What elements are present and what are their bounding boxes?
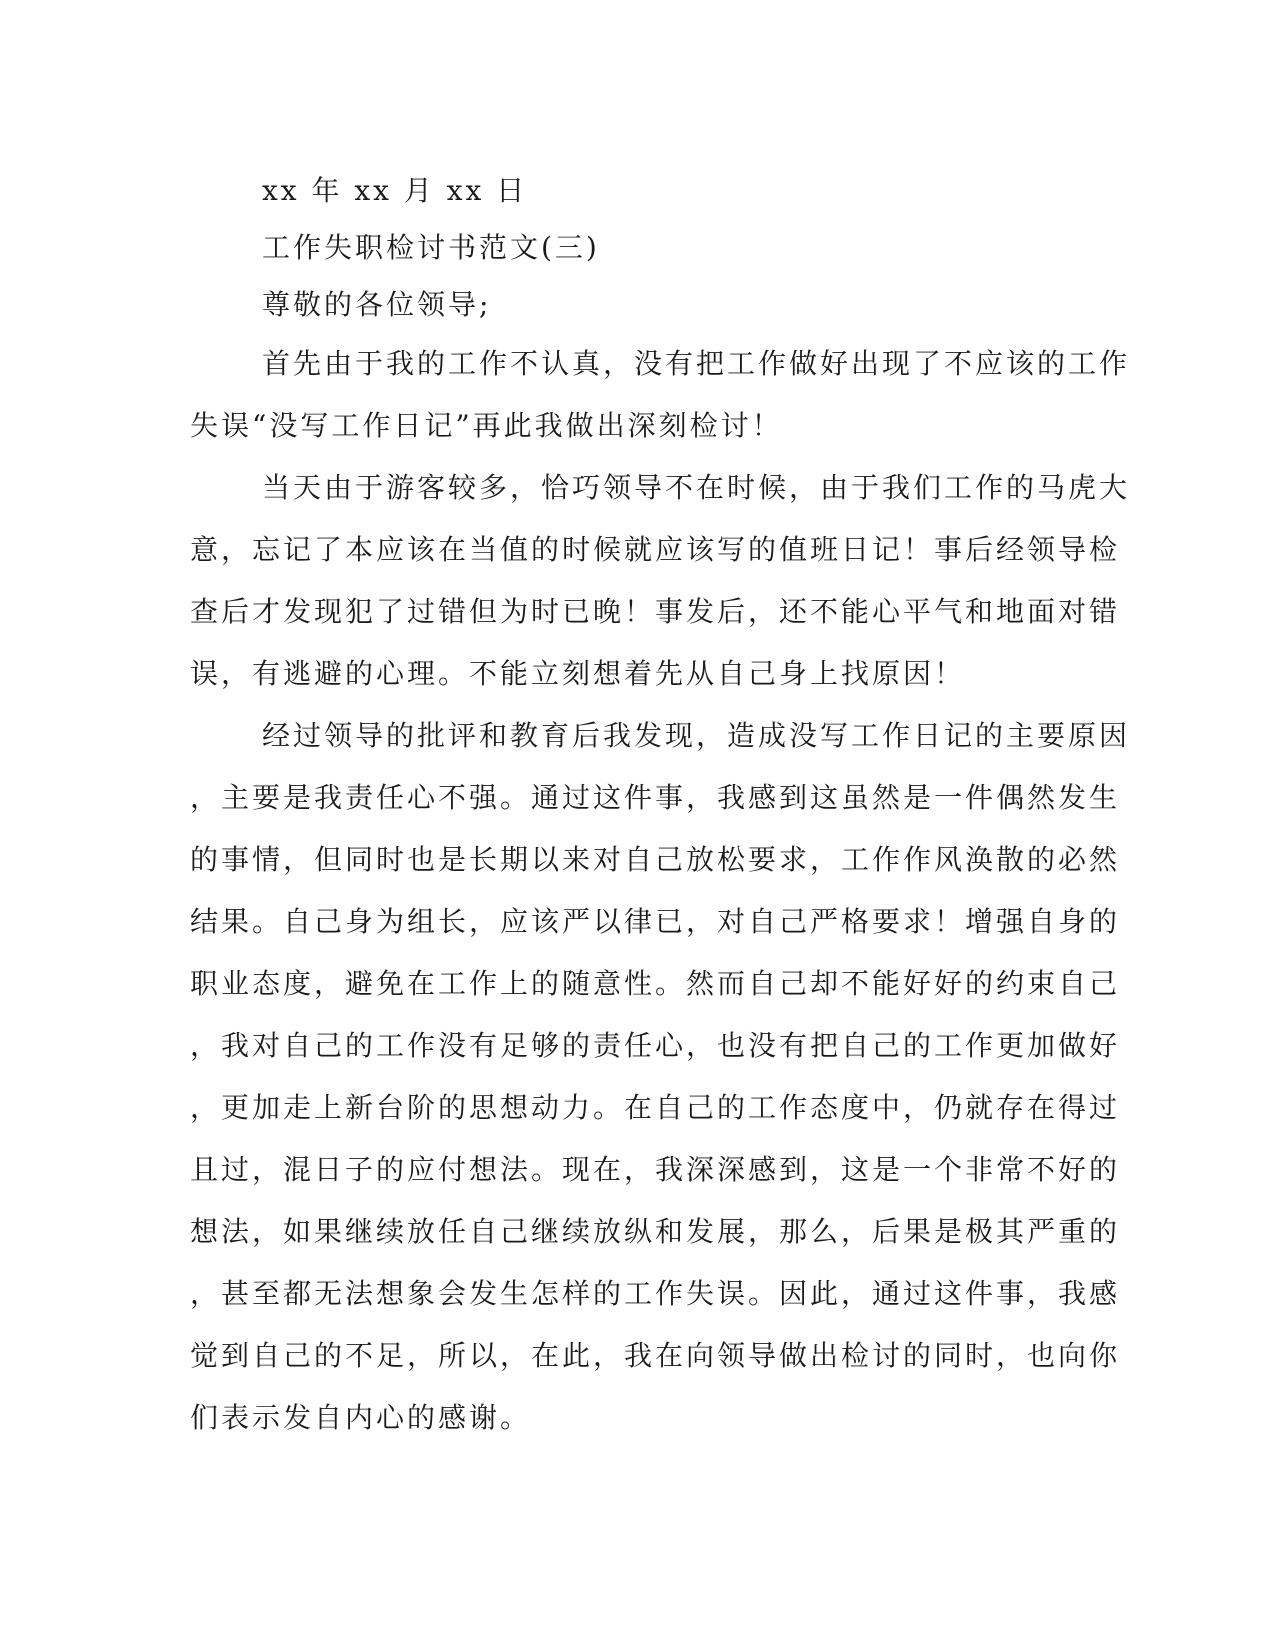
paragraph-line: 意，忘记了本应该在当值的时候就应该写的值班日记！事后经领导检 — [190, 533, 1121, 566]
paragraph-line: 误，有逃避的心理。不能立刻想着先从自己身上找原因！ — [190, 657, 966, 690]
salutation: 尊敬的各位领导; — [262, 288, 492, 321]
paragraph-line: ，甚至都无法想象会发生怎样的工作失误。因此，通过这件事，我感 — [190, 1277, 1121, 1310]
paragraph-line: 想法，如果继续放任自己继续放纵和发展，那么，后果是极其严重的 — [190, 1215, 1121, 1248]
paragraph-line: 觉到自己的不足，所以，在此，我在向领导做出检讨的同时，也向你 — [190, 1339, 1121, 1372]
paragraph-line: ，我对自己的工作没有足够的责任心，也没有把自己的工作更加做好 — [190, 1029, 1121, 1062]
paragraph-line: 首先由于我的工作不认真，没有把工作做好出现了不应该的工作 — [262, 347, 1131, 380]
paragraph-1 — [190, 333, 1131, 457]
paragraph-line: 的事情，但同时也是长期以来对自己放松要求，工作作风涣散的必然 — [190, 843, 1121, 876]
document-body — [190, 162, 1131, 1449]
paragraph-3 — [190, 705, 1131, 1449]
paragraph-line: 失误“没写工作日记”再此我做出深刻检讨！ — [190, 409, 783, 442]
paragraph-line: ，更加走上新台阶的思想动力。在自己的工作态度中，仍就存在得过 — [190, 1091, 1121, 1124]
paragraph-line: 结果。自己身为组长，应该严以律已，对自己严格要求！增强自身的 — [190, 905, 1121, 938]
paragraph-line: ，主要是我责任心不强。通过这件事，我感到这虽然是一件偶然发生 — [190, 781, 1121, 814]
document-title: 工作失职检讨书范文(三) — [262, 231, 600, 264]
paragraph-line: 们表示发自内心的感谢。 — [190, 1401, 532, 1434]
paragraph-line: 当天由于游客较多，恰巧领导不在时候，由于我们工作的马虎大 — [262, 471, 1131, 504]
paragraph-line: 职业态度，避免在工作上的随意性。然而自己却不能好好的约束自己 — [190, 967, 1121, 1000]
paragraph-line: 查后才发现犯了过错但为时已晚！事发后，还不能心平气和地面对错 — [190, 595, 1121, 628]
date-line: xx 年 xx 月 xx 日 — [262, 174, 528, 207]
paragraph-line: 且过，混日子的应付想法。现在，我深深感到，这是一个非常不好的 — [190, 1153, 1121, 1186]
paragraph-2 — [190, 457, 1131, 705]
paragraph-line: 经过领导的批评和教育后我发现，造成没写工作日记的主要原因 — [262, 719, 1131, 752]
